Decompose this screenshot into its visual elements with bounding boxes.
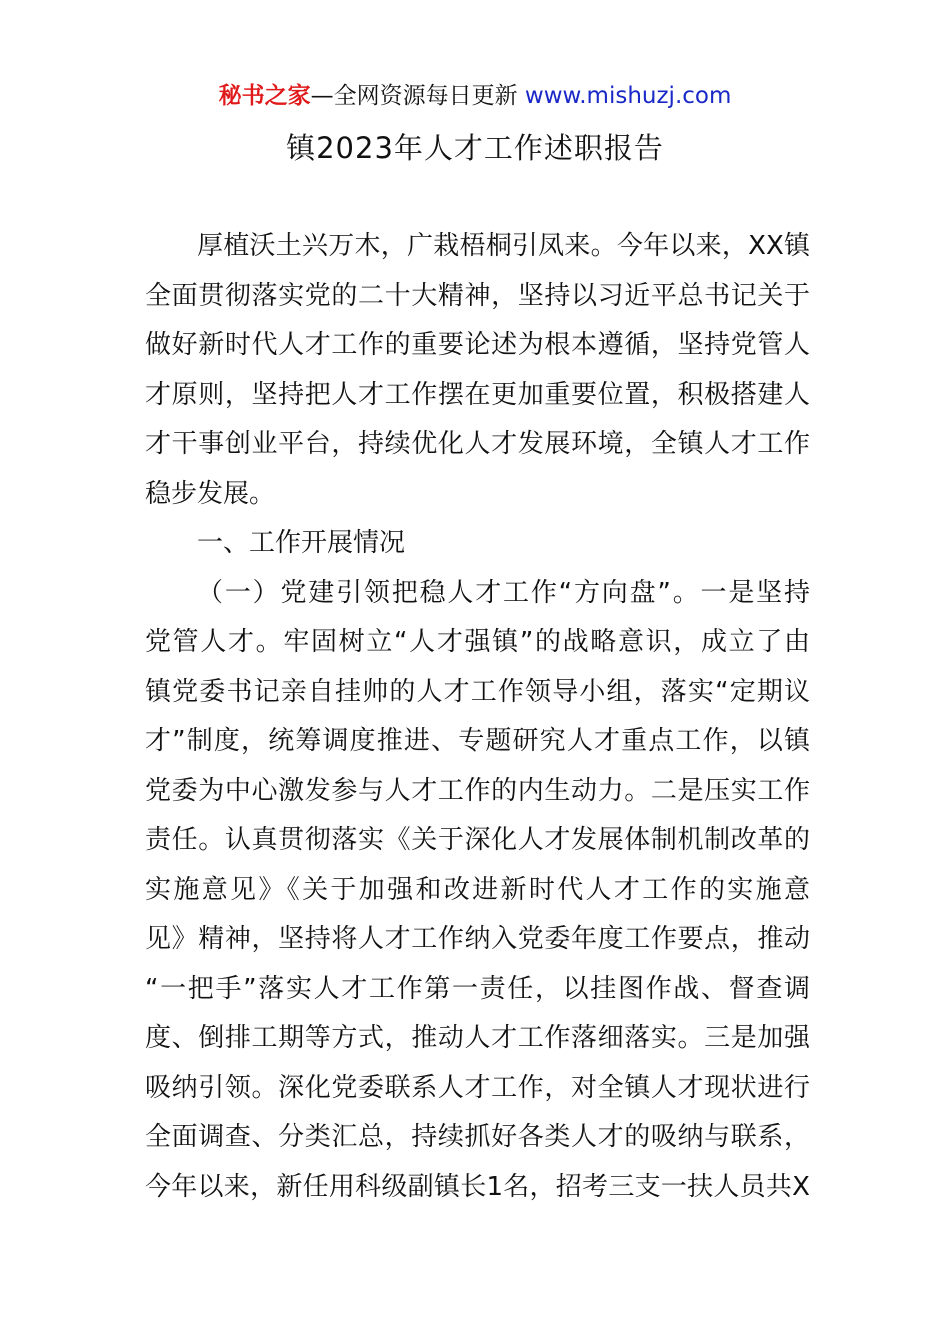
paragraph-line: 做好新时代人才工作的重要论述为根本遵循，坚持党管人 <box>145 330 810 360</box>
paragraph-line: 今年以来，新任用科级副镇长1名，招考三支一扶人员共X <box>145 1171 810 1202</box>
paragraph-line: 才”制度，统筹调度推进、专题研究人才重点工作，以镇 <box>145 726 810 756</box>
paragraph-line: 才干事创业平台，持续优化人才发展环境，全镇人才工作 <box>145 429 810 459</box>
paragraph-line: 吸纳引领。深化党委联系人才工作，对全镇人才现状进行 <box>145 1072 810 1103</box>
section-heading: 一、工作开展情况 <box>197 528 406 558</box>
brand-name: 秘书之家 <box>218 83 311 109</box>
paragraph-line: 党委为中心激发参与人才工作的内生动力。二是压实工作 <box>145 775 810 806</box>
paragraph-line: 责任。认真贯彻落实《关于深化人才发展体制机制改革的 <box>145 825 810 855</box>
paragraph-line: （一）党建引领把稳人才工作“方向盘”。一是坚持 <box>197 577 810 608</box>
paragraph-line: 实施意见》《关于加强和改进新时代人才工作的实施意 <box>145 874 810 905</box>
paragraph-line: 稳步发展。 <box>145 478 276 509</box>
paragraph-line: 才原则，坚持把人才工作摆在更加重要位置，积极搭建人 <box>145 379 810 410</box>
header-tagline: —全网资源每日更新 <box>310 83 518 109</box>
paragraph-line: 全面调查、分类汇总，持续抓好各类人才的吸纳与联系， <box>145 1122 810 1152</box>
document-title: 镇2023年人才工作述职报告 <box>286 131 664 165</box>
site-header <box>0 80 950 112</box>
paragraph-line: 度、倒排工期等方式，推动人才工作落细落实。三是加强 <box>145 1023 810 1053</box>
paragraph-line: “一把手”落实人才工作第一责任，以挂图作战、督查调 <box>145 973 810 1004</box>
paragraph-line: 厚植沃土兴万木，广栽梧桐引凤来。今年以来，XX镇 <box>197 231 810 261</box>
document-body <box>145 222 810 1212</box>
paragraph-line: 党管人才。牢固树立“人才强镇”的战略意识，成立了由 <box>145 627 810 657</box>
paragraph-line: 全面贯彻落实党的二十大精神，坚持以习近平总书记关于 <box>145 280 810 311</box>
site-url-link[interactable]: www.mishuzj.com <box>524 83 732 109</box>
paragraph-line: 镇党委书记亲自挂帅的人才工作领导小组，落实“定期议 <box>145 676 810 707</box>
paragraph-line: 见》精神，坚持将人才工作纳入党委年度工作要点，推动 <box>145 924 810 954</box>
